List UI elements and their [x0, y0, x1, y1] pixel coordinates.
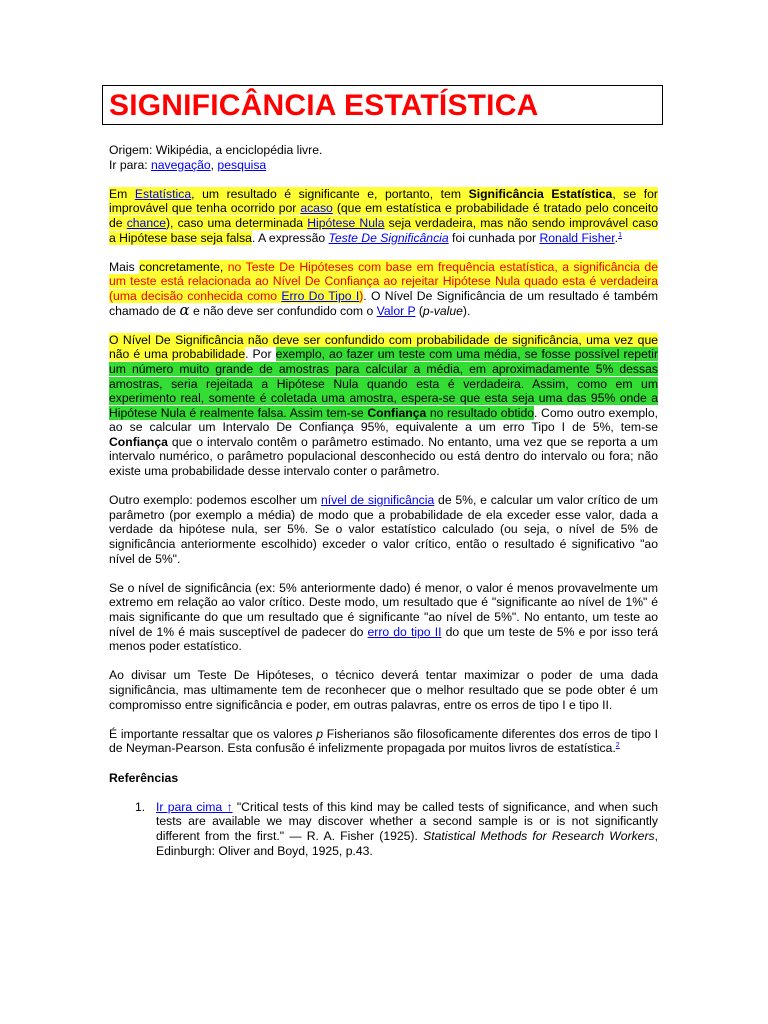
- article-body: [109, 143, 658, 858]
- references-heading: Referências: [109, 770, 179, 785]
- link-estatistica[interactable]: Estatística: [134, 186, 192, 201]
- footnote-2-link[interactable]: 2: [615, 742, 620, 750]
- paragraph-power: Ao divisar um Teste De Hipóteses, o técnico deverá tentar maximizar o poder de uma dada significância, mas ultimamente tem de reconhecer que o melhor resultado que se pode obter é um compromisso entre significância e poder, em outras palavras, entre os erros de tipo I e tipo II.: [109, 668, 658, 712]
- link-nivel-significancia[interactable]: nível de significância: [321, 493, 435, 508]
- title-box: [102, 85, 663, 125]
- page-title: SIGNIFICÂNCIA ESTATÍSTICA: [109, 89, 539, 122]
- paragraph-lower-level: Se o nível de significância (ex: 5% anteriormente dado) é menor, o valor é menos provavelmente um extremo em relação ao valor crítico. Deste modo, um resultado que é "significante ao nível de 1%" é mais significante do que um resultado que é significante "ao nível de 5%". No entanto, um teste ao nível de 1% é mais susceptível de padecer do erro do tipo II do que um teste de 5% e por isso terá menos poder estatístico.: [109, 580, 658, 654]
- link-acaso[interactable]: acaso: [300, 201, 333, 216]
- jump-to-line: Ir para: navegação, pesquisa: [109, 157, 267, 172]
- origin-line: Origem: Wikipédia, a enciclopédia livre.: [109, 143, 323, 157]
- paragraph-fisherian: É importante ressaltar que os valores p Fisherianos são filosoficamente diferentes dos erros de tipo I de Neyman-Pearson. Esta confusão é infelizmente propagada por muitos livros de estatística.$^2$: [109, 726, 658, 756]
- link-chance[interactable]: chance: [126, 215, 166, 230]
- back-to-top-link[interactable]: Ir para cima ↑: [156, 799, 233, 814]
- link-teste-significancia[interactable]: Teste De Significância: [328, 230, 449, 245]
- search-link[interactable]: pesquisa: [217, 157, 267, 172]
- bold-significancia: Significância Estatística: [468, 186, 613, 201]
- link-valor-p[interactable]: Valor P: [376, 303, 416, 318]
- link-ronald-fisher[interactable]: Ronald Fisher: [539, 230, 615, 245]
- alpha-symbol: α: [179, 300, 190, 319]
- footnote-1-link[interactable]: 1: [618, 231, 622, 239]
- paragraph-not-probability: O Nível De Significância não deve ser confundido com probabilidade de significância, uma vez que não é uma probabilidade. Por exemplo, ao fazer um teste com uma média, se fosse possível repetir um número muito grande de amostras para calcular a média, em aproximadamente 5% dessas amostras, seria rejeitada a Hipótese Nula quando esta é verdadeira. Assim, como em um experimento real, somente é coletada uma amostra, espera-se que esta seja uma das 95% onde a Hipótese Nula é realmente falsa. Assim tem-se Confiança no resultado obtido. Como outro exemplo, ao se calcular um Intervalo De Confiança 95%, equivalente a um erro Tipo I de 5%, tem-se Confiança que o intervalo contêm o parâmetro estimado. No entanto, uma vez que se reporta a um intervalo numérico, o parâmetro populacional desconhecido ou está dentro do intervalo ou fora; não existe uma probabilidade desse intervalo conter o parâmetro.: [109, 332, 658, 479]
- paragraph-another-example: Outro exemplo: podemos escolher um nível de significância de 5%, e calcular um valor crítico de um parâmetro (por exemplo a média) de modo que a probabilidade de ela exceder esse valor, dada a verdade da hipótese nula, ser 5%. Se o valor estatístico calculado (ou seja, o nível de 5% de significância anteriormente escolhido) exceder o valor crítico, então o resultado é significativo "ao nível de 5%".: [109, 493, 658, 566]
- link-hipotese-nula[interactable]: Hipótese Nula: [307, 215, 385, 230]
- link-erro-tipo-1[interactable]: Erro Do Tipo I: [281, 288, 360, 303]
- reference-item: 1. Ir para cima ↑ "Critical tests of this kind may be called tests of significance, and when such tests are available we may discover whether a second sample is or is not significantly different from the first." — R. A. Fisher (1925). Statistical Methods for Research Workers, Edinburgh: Oliver and Boyd, 1925, p.43.: [135, 799, 658, 858]
- navigation-link[interactable]: navegação: [151, 157, 211, 172]
- link-erro-tipo-2[interactable]: erro do tipo II: [367, 624, 442, 639]
- paragraph-concretely: Mais concretamente, no Teste De Hipóteses com base em frequência estatística, a significância de um teste está relacionada ao Nível De Confiança ao rejeitar Hipótese Nula quado esta é verdadeira (uma decisão conhecida como Erro Do Tipo I). O Nível De Significância de um resultado é também chamado de α e não deve ser confundido com o Valor P (p-value).: [109, 259, 658, 319]
- paragraph-definition: Em Estatística, um resultado é significante e, portanto, tem Significância Estatística, se for improvável que tenha ocorrido por acaso (que em estatística e probabilidade é tratado pelo conceito de chance), caso uma determinada Hipótese Nula seja verdadeira, mas não sendo improvável caso a Hipótese base seja falsa. A expressão Teste De Significância foi cunhada por Ronald Fisher.$^1$: [109, 186, 658, 245]
